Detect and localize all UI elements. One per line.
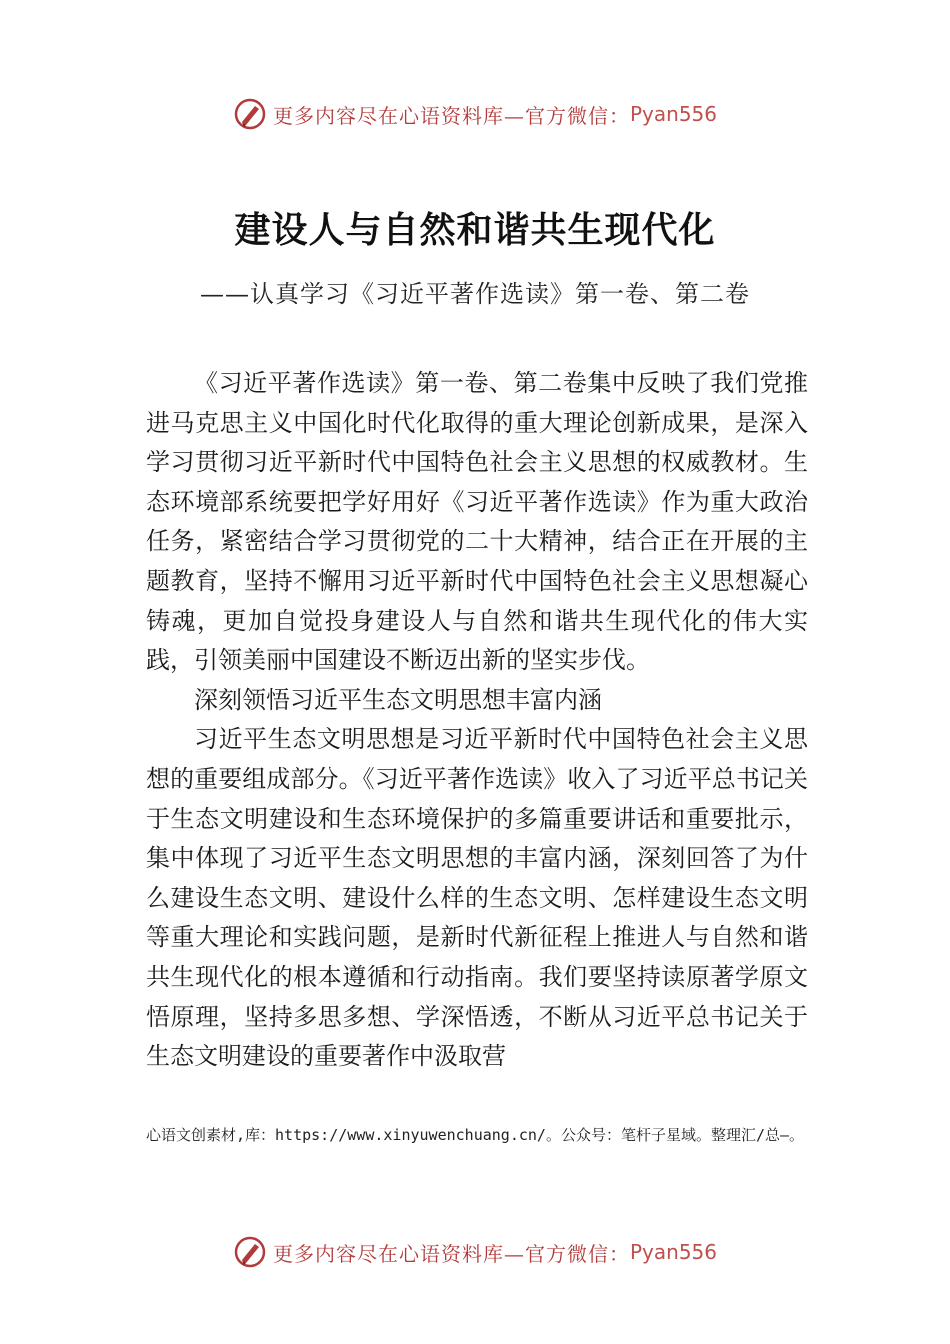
document-title: 建设人与自然和谐共生现代化 [234,209,716,251]
paragraph: 习近平生态文明思想是习近平新时代中国特色社会主义思想的重要组成部分。《习近平著作选读》收入了习近平总书记关于生态文明建设和生态环境保护的多篇重要讲话和重要批示，集中体现了习近平生态文明思想的丰富内涵，深刻回答了为什么建设生态文明、建设什么样的生态文明、怎样建设生态文明等重大理论和实践问题，是新时代新征程上推进人与自然和谐共生现代化的根本遵循和行动指南。我们要坚持读原著学原文悟原理，坚持多思多想、学深悟透，不断从习近平总书记关于生态文明建设的重要著作中汲取营 [146,725,808,1071]
wechat-id: Pyan556 [629,1240,717,1264]
wechat-id: Pyan556 [629,102,717,126]
pen-logo-icon [233,1235,267,1269]
section-heading: 深刻领悟习近平生态文明思想丰富内涵 [194,685,602,714]
top-banner [0,94,950,134]
pen-logo-icon [233,97,267,131]
bottom-banner [0,1232,950,1272]
footer-note: 心语文创素材,库：https://www.xinyuwenchuang.cn/。公众号：笔杆子星域。整理汇/总—。 [145,1126,805,1144]
document-subtitle: ——认真学习《习近平著作选读》第一卷、第二卷 [200,280,750,308]
banner-text: 更多内容尽在心语资料库—官方微信： [272,1241,630,1266]
document-body [146,364,808,1077]
paragraph: 《习近平著作选读》第一卷、第二卷集中反映了我们党推进马克思主义中国化时代化取得的重大理论创新成果，是深入学习贯彻习近平新时代中国特色社会主义思想的权威教材。生态环境部系统要把学好用好《习近平著作选读》作为重大政治任务，紧密结合学习贯彻党的二十大精神，结合正在开展的主题教育，坚持不懈用习近平新时代中国特色社会主义思想凝心铸魂，更加自觉投身建设人与自然和谐共生现代化的伟大实践，引领美丽中国建设不断迈出新的坚实步伐。 [146,369,808,675]
banner-text: 更多内容尽在心语资料库—官方微信： [272,103,630,128]
